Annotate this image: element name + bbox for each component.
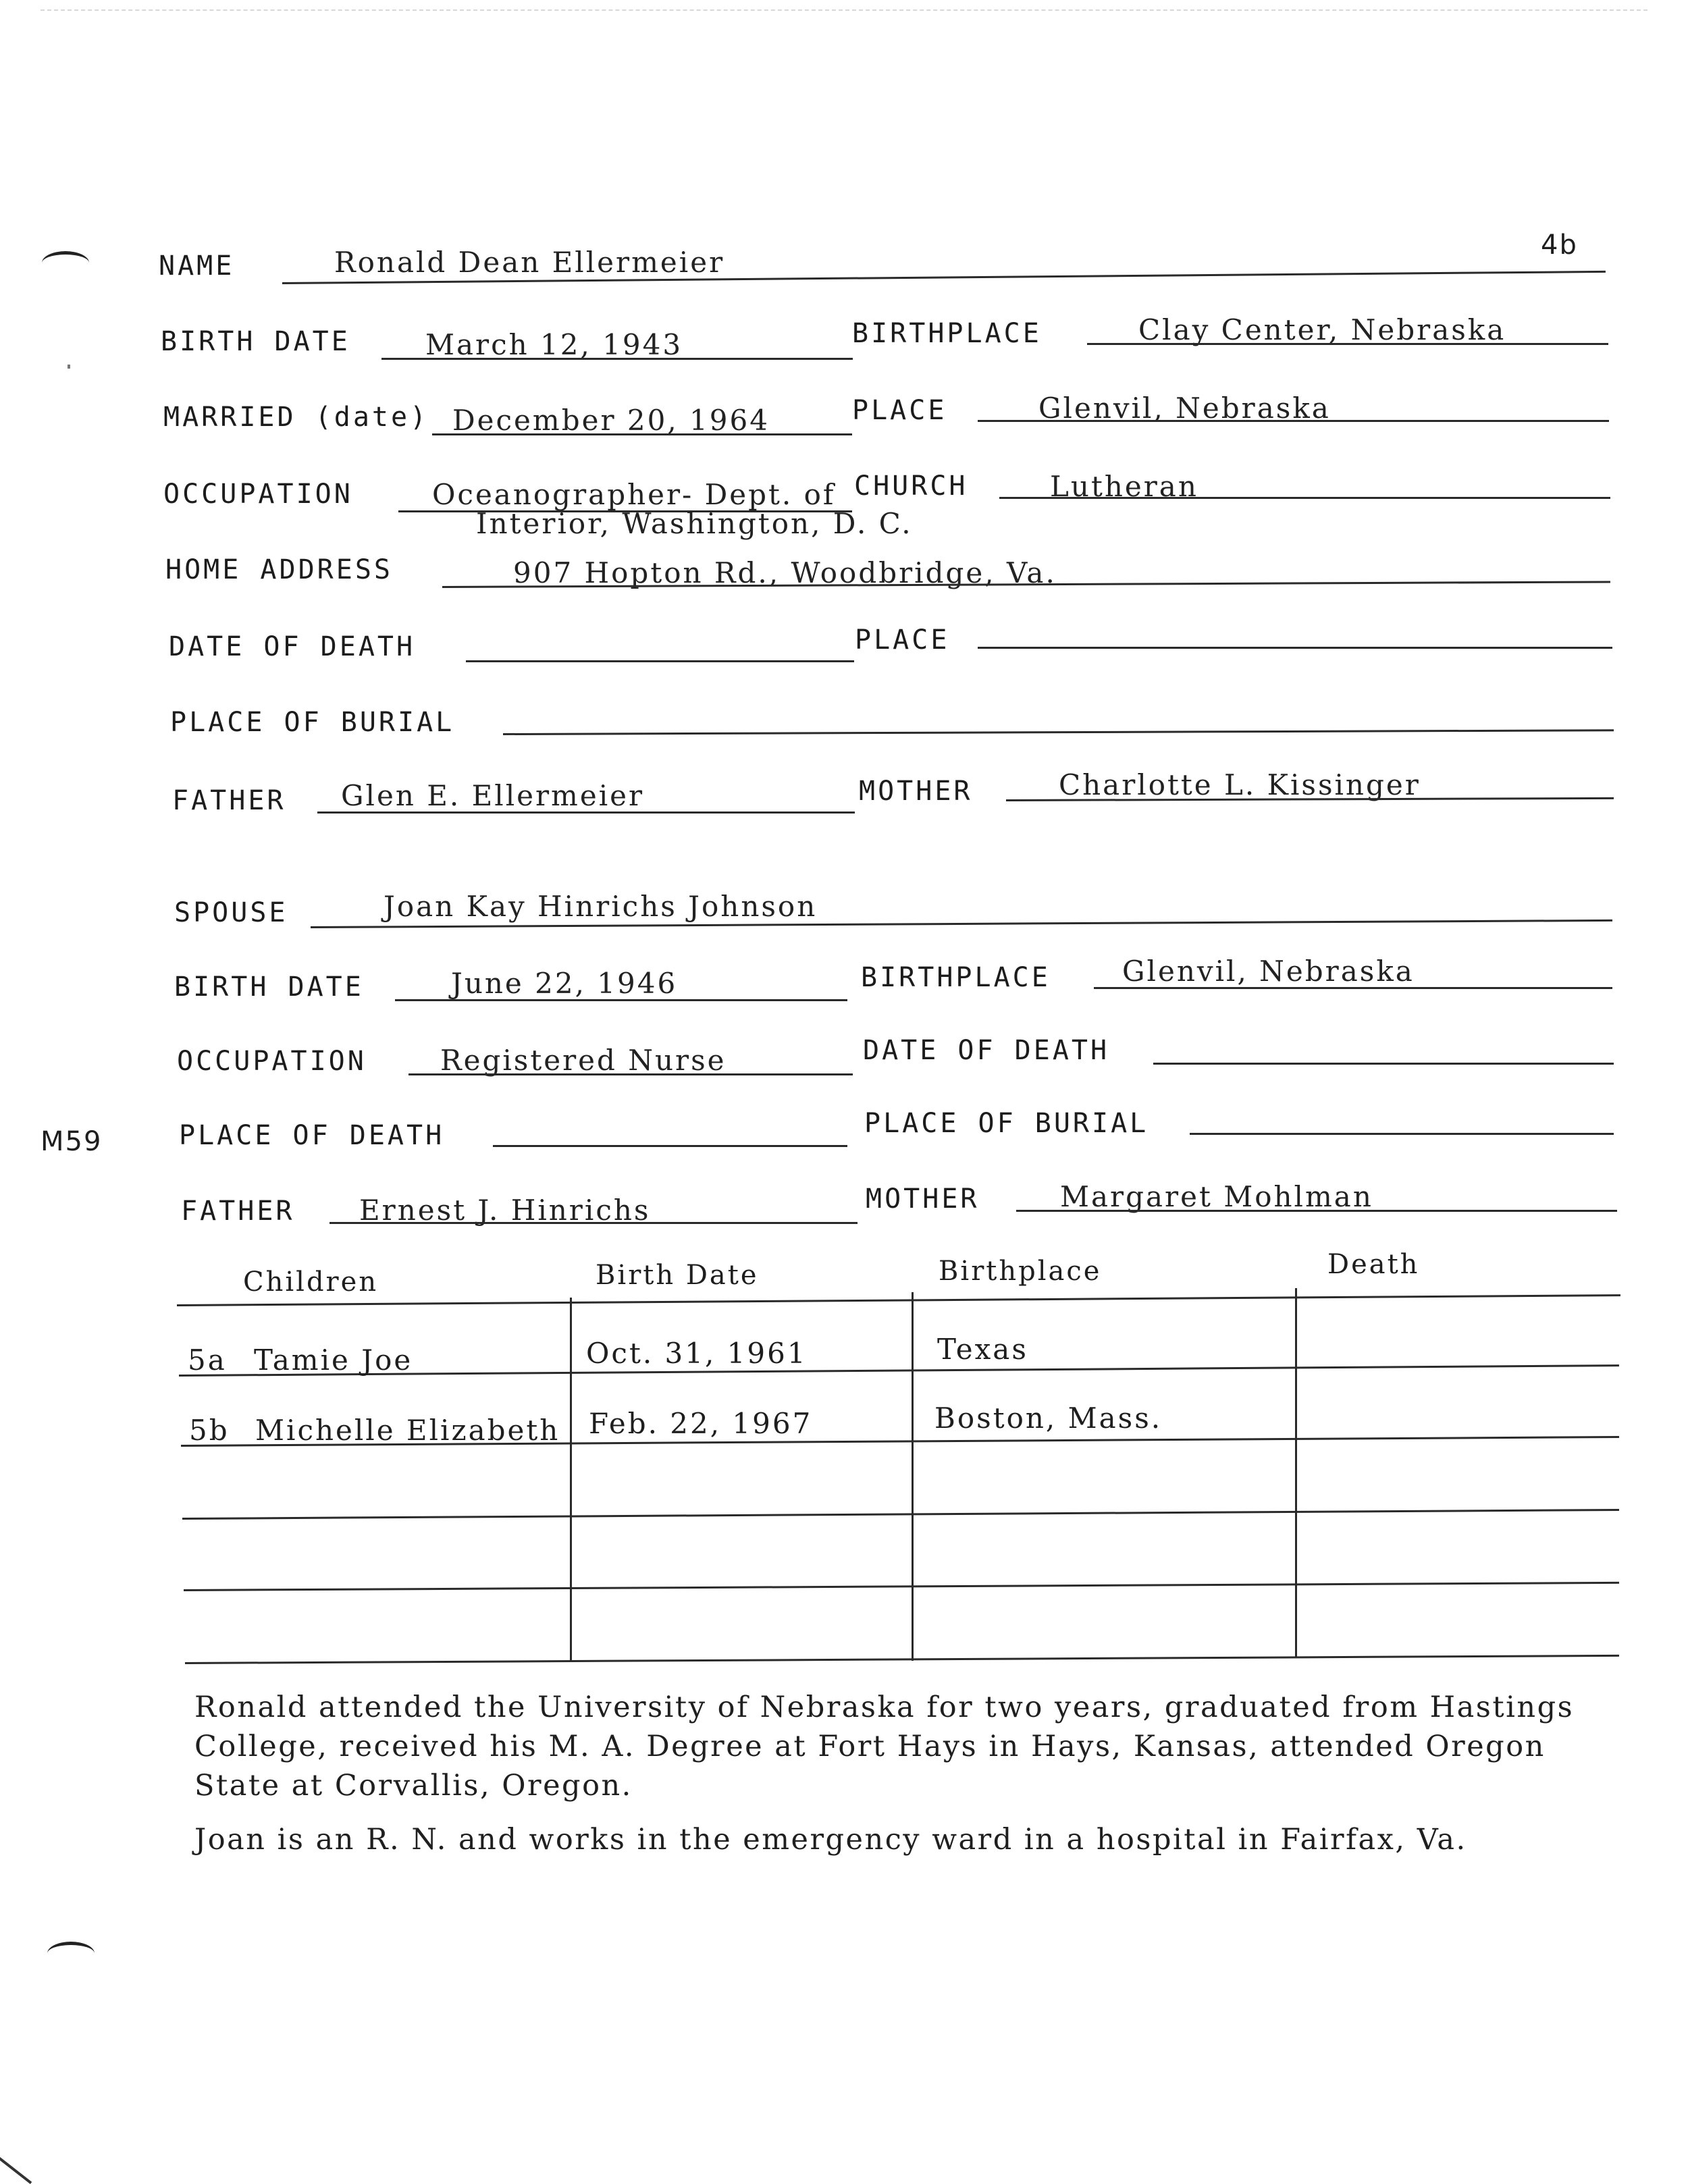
child-birth-date: Oct. 31, 1961 [586,1337,808,1370]
father-underline [317,811,855,814]
note-paragraph-joan: Joan is an R. N. and works in the emergency ward in a hospital in Fairfax, Va. [194,1823,1467,1857]
church-underline [999,497,1610,499]
note-paragraph-ronald: Ronald attended the University of Nebraska for two years, graduated from Hastings College, received his M. A. Degree at Fort Hays in Hays, Kansas, attended Oregon State at Corvallis, Oregon. [194,1690,1575,1803]
table-col-divider-2 [912,1292,914,1661]
spouse-birthplace-label: BIRTHPLACE [861,962,1051,993]
col-header-death: Death [1327,1249,1420,1280]
married-underline [432,433,852,435]
place-of-burial-underline [503,729,1614,735]
spouse-place-of-burial-underline [1190,1133,1614,1135]
mother-label: MOTHER [859,776,973,807]
home-address-value: 907 Hopton Rd., Woodbridge, Va. [513,556,1057,589]
birthplace-underline [1087,343,1608,345]
spouse-birth-date-label: BIRTH DATE [174,971,364,1003]
mother-value: Charlotte L. Kissinger [1059,768,1421,801]
page-number: 4b [1541,230,1578,261]
father-value: Glen E. Ellermeier [341,779,645,812]
birth-date-underline [381,358,853,360]
binder-hole-bottom [47,1942,95,1965]
father-label: FATHER [172,785,286,816]
spouse-occupation-underline [408,1073,853,1075]
occupation-value-line2: Interior, Washington, D. C. [476,507,913,540]
home-address-label: HOME ADDRESS [165,554,393,585]
spouse-father-value: Ernest J. Hinrichs [359,1194,651,1227]
spouse-birthplace-underline [1094,987,1612,989]
child-birthplace: Boston, Mass. [934,1402,1163,1435]
married-label: MARRIED (date) [163,402,429,433]
spouse-date-of-death-underline [1153,1063,1614,1065]
occupation-label: OCCUPATION [163,479,353,510]
scan-speck [68,365,70,369]
spouse-birth-date-value: June 22, 1946 [451,967,678,1000]
table-col-divider-1 [570,1298,572,1661]
page-corner-mark [0,2157,32,2184]
spouse-birthplace-value: Glenvil, Nebraska [1122,955,1415,988]
table-bottom-rule [185,1655,1619,1664]
church-value: Lutheran [1050,470,1198,503]
biography-notes [194,1688,1599,1874]
spouse-place-of-death-label: PLACE OF DEATH [179,1120,445,1151]
spouse-birth-date-underline [395,999,847,1001]
married-value: December 20, 1964 [452,404,770,437]
name-label: NAME [159,250,235,282]
spouse-place-of-death-underline [493,1145,847,1147]
child-birth-date: Feb. 22, 1967 [589,1407,813,1440]
birthplace-label: BIRTHPLACE [852,318,1042,349]
married-place-underline [978,420,1609,422]
date-of-death-label: DATE OF DEATH [169,631,416,662]
death-place-underline [978,647,1612,649]
table-col-divider-3 [1295,1288,1297,1657]
spouse-value: Joan Kay Hinrichs Johnson [384,890,818,923]
scan-top-edge [41,9,1647,11]
child-id: 5b [189,1414,230,1447]
spouse-place-of-burial-label: PLACE OF BURIAL [864,1108,1149,1139]
spouse-occupation-label: OCCUPATION [177,1046,367,1077]
spouse-father-underline [329,1222,858,1224]
child-name: Michelle Elizabeth [255,1414,560,1447]
name-value: Ronald Dean Ellermeier [334,246,725,279]
col-header-birth-date: Birth Date [596,1260,759,1291]
binder-hole-top [42,251,89,275]
spouse-father-label: FATHER [181,1196,295,1227]
church-label: CHURCH [854,471,968,502]
col-header-children: Children [243,1267,379,1298]
spouse-occupation-value: Registered Nurse [440,1044,727,1077]
death-place-label: PLACE [855,624,950,656]
spouse-label: SPOUSE [174,897,288,928]
spouse-date-of-death-label: DATE OF DEATH [863,1035,1110,1066]
birthplace-value: Clay Center, Nebraska [1138,313,1506,346]
child-birthplace: Texas [937,1333,1028,1366]
table-header-rule [177,1294,1620,1306]
col-header-birthplace: Birthplace [939,1256,1102,1287]
child-name: Tamie Joe [254,1343,413,1377]
spouse-mother-underline [1016,1210,1617,1212]
child-id: 5a [188,1343,227,1377]
birth-date-value: March 12, 1943 [425,328,683,361]
married-place-value: Glenvil, Nebraska [1038,392,1331,425]
spouse-mother-value: Margaret Mohlman [1060,1180,1373,1213]
occupation-value-line1: Oceanographer- Dept. of [432,478,836,511]
married-place-label: PLACE [852,395,947,426]
place-of-burial-label: PLACE OF BURIAL [170,707,455,738]
spouse-mother-label: MOTHER [866,1183,980,1215]
birth-date-label: BIRTH DATE [161,326,350,357]
margin-note: M59 [41,1126,103,1157]
date-of-death-underline [466,660,854,662]
table-row-rule-4 [184,1582,1619,1591]
table-row-rule-3 [182,1509,1619,1520]
